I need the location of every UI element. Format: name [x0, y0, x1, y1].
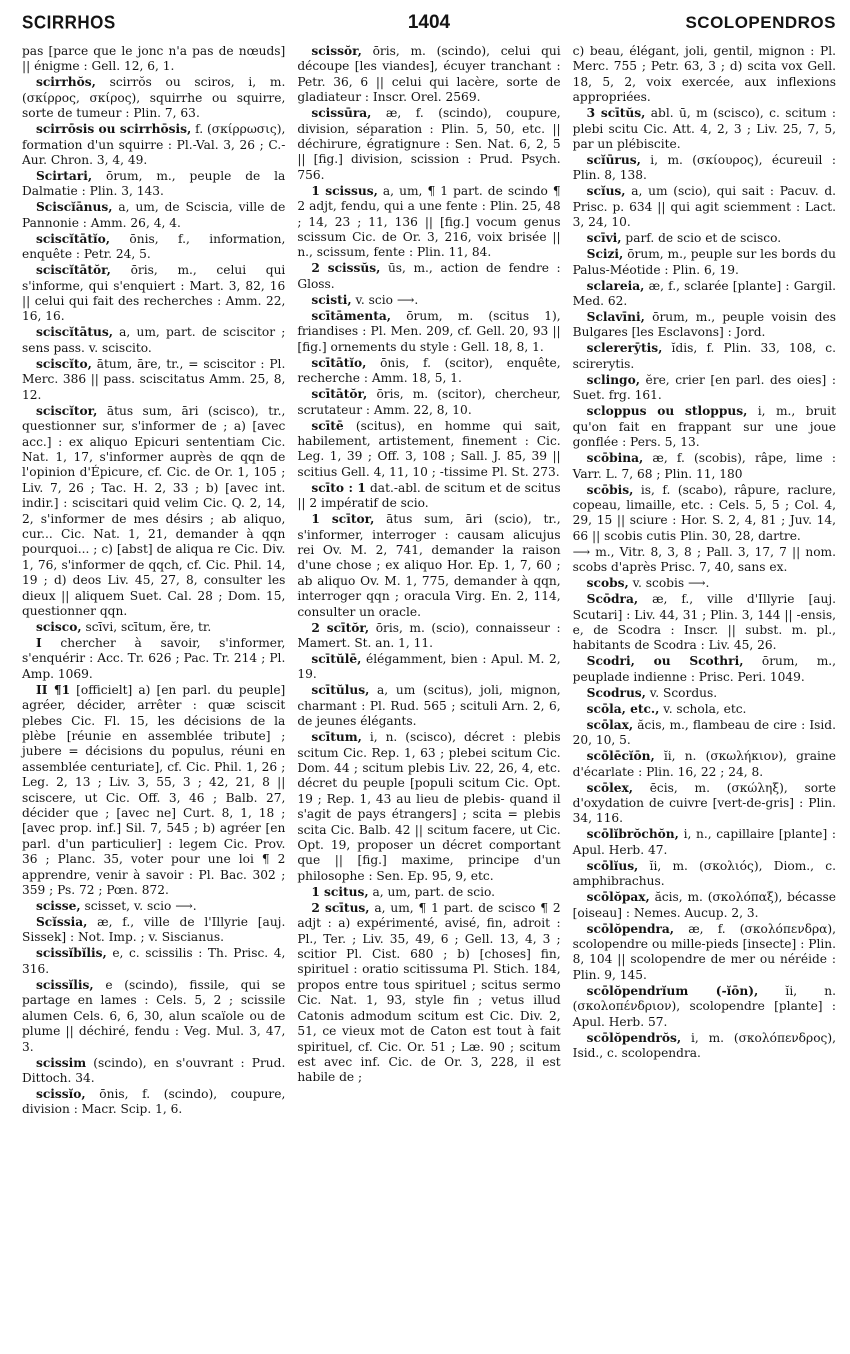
entry-text: ⟶ m., Vitr. 8, 3, 8 ; Pall. 3, 17, 7 || nom. scobs d'après Prisc. 7, 40, sans ex.: [572, 544, 836, 575]
entry-text: a, um (scitus), joli, mignon, charmant : Pl. Rud. 565 ; scituli Arn. 2, 6, de jeunes élégants.: [297, 683, 561, 729]
dictionary-entry: [573, 781, 836, 827]
dictionary-entry: [573, 247, 836, 278]
entry-text: ĕre, crier [en parl. des oies] : Suet. frg. 161.: [572, 372, 836, 403]
entry-headword: scōlŏpendra,: [586, 921, 675, 936]
entry-headword: scōbina,: [586, 451, 644, 466]
entry-text: élégamment, bien : Apul. M. 2, 19.: [297, 651, 561, 682]
page-number: 1404: [407, 12, 451, 33]
dictionary-entry: [22, 200, 285, 231]
dictionary-entry: [573, 279, 836, 310]
entry-text: ĭi, m. (σκολιός), Diom., c. amphibrachus.: [572, 858, 836, 889]
entry-headword: 2 scissŭs,: [311, 261, 381, 276]
dictionary-entry: [573, 859, 836, 890]
dictionary-entry: [297, 387, 560, 418]
entry-text: ĭi, n. (σκωλήκιον), graine d'écarlate : Plin. 16, 22 ; 24, 8.: [572, 749, 836, 779]
entry-text: ōnis, f., information, enquête : Petr. 24, 5.: [22, 231, 286, 262]
entry-headword: Sclavīni,: [586, 310, 645, 325]
entry-headword: scōlŏpax,: [586, 890, 650, 905]
dictionary-entry: [297, 44, 560, 106]
dictionary-entry: [573, 1031, 836, 1062]
dictionary-entry: [573, 545, 836, 576]
dictionary-entry: [573, 184, 836, 230]
entry-headword: scōlex,: [586, 780, 633, 795]
entry-text: ēcis, m. (σκώληξ), sorte d'oxydation de cuivre [vert-de-gris] : Plin. 34, 116.: [572, 780, 836, 826]
entry-headword: sclingo,: [586, 372, 640, 387]
entry-headword: scissĭo,: [36, 1086, 86, 1101]
entry-headword: Scĭssia,: [36, 915, 88, 930]
entry-text: ātus sum, āri (scisco), tr., questionner sur, s'informer de ; a) [avec acc.] : ex aliquo Epicuri sententiam Cic. Nat. 1, 17, s'informer auprès de qqn de l'opinion d'Épicure, cf. Cic. de Or. 1, 105 ; Liv. 7, 26 ; Tac. H. 2, 33 ; b) [avec int. indir.] : sciscitari quid velim Cic. Q. 2, 14, 2, s'informer de mes désirs ; ab aliquo, cur... Cic. Nat. 1, 21, demander à qqn pourquoi... ; c) [abst] de aliqua re Cic. Div. 1, 76, s'informer de qqch, cf. Cic. Phil. 14, 19 ; d) deos Liv. 45, 27, 8, consulter les dieux || aliquem Suet. Cal. 28 ; Dom. 15, questionner qqn.: [22, 403, 286, 618]
dictionary-entry: [573, 654, 836, 685]
dictionary-entry: [22, 683, 285, 899]
entry-headword: scissŏr,: [311, 44, 362, 58]
dictionary-entry: [573, 576, 836, 591]
entry-headword: sciscĭtātŏr,: [36, 263, 111, 278]
entry-headword: Scodri, ou Scothri,: [586, 654, 744, 669]
entry-text: i, m., bruit qu'on fait en frappant sur une joue gonflée : Pers. 5, 13.: [572, 404, 836, 450]
dictionary-entry: [22, 636, 285, 682]
entry-headword: scĭus,: [586, 184, 626, 199]
dictionary-entry: [22, 1087, 285, 1118]
entry-text: [officielt] a) [en parl. du peuple] agréer, décider, arrêter : quæ sciscit plebes Cic. Fl. 15, les décisions de la plèbe [réunie en assemblée tribute] ; jubere = décisions du populus, réuni en assemblée centuriate], cf. Cic. Phil. 1, 26 ; Leg. 2, 13 ; Liv. 3, 55, 3 ; 42, 21, 8 || sciscere, ut Cic. Off. 3, 46 ; Balb. 27, décider que ; [avec ne] Curt. 8, 1, 18 ; [avec prop. inf.] Sil. 7, 545 ; b) agréer [en parl. d'un particulier] : legem Cic. Prov. 36 ; Planc. 35, voter pour une loi ¶ 2 apprendre, venir à savoir : Pl. Bac. 302 ; 359 ; Ps. 72 ; Pœn. 872.: [22, 682, 286, 898]
dictionary-entry: [297, 683, 560, 729]
entry-text: a, um (scio), qui sait : Pacuv. d. Prisc. p. 634 || qui agit sciemment : Lact. 3, 24, 10.: [572, 184, 836, 230]
dictionary-entry: [573, 231, 836, 246]
entry-headword: scissĭlis,: [36, 977, 94, 992]
dictionary-entry: [297, 106, 560, 183]
entry-text: scisset, v. scio ⟶.: [84, 899, 197, 914]
entry-text: a, um, part. de scio.: [372, 884, 496, 899]
entry-text: v. Scordus.: [649, 685, 718, 700]
entry-text: ĭdis, f. Plin. 33, 108, c. scirerytis.: [572, 341, 836, 371]
dictionary-entry: [22, 75, 285, 121]
dictionary-entry: [573, 890, 836, 921]
entry-text: æ, f., ville de l'Illyrie [auj. Sissek] : Not. Imp. ; v. Siscianus.: [22, 915, 286, 945]
entry-headword: scōlŏpendrĭum (-ĭōn),: [586, 983, 759, 998]
entry-headword: sciscĭtātĭo,: [36, 231, 110, 246]
entry-text: a, um, ¶ 1 part. de scisco ¶ 2 adjt : a) expérimenté, avisé, fin, adroit : Pl., Ter. ; Liv. 35, 49, 6 ; Gell. 13, 4, 3 ; scitior Pl. Cist. 680 ; b) [choses] fin, spirituel : oratio scitissuma Pl. Stich. 184, propos entre tous spirituel ; scitus sermo Cic. Nat. 1, 93, style fin ; vetus illud Catonis admodum scitum est Cic. Div. 2, 51, ce vieux mot de Caton est tout à fait spirituel, cf. Cic. Or. 51 ; Læ. 90 ; scitum est avec inf. Cic. de Or. 3, 228, il est habile de ;: [297, 900, 561, 1085]
entry-text: (scitus), en homme qui sait, habilement, artistement, finement : Cic. Leg. 1, 39 ; Off. 3, 108 ; Sall. J. 85, 39 || scitius Gell. 4, 11, 10 ; -tissime Pl. St. 273.: [297, 418, 561, 479]
dictionary-entry: [573, 483, 836, 545]
dictionary-entry: [573, 922, 836, 984]
entry-text: (scindo), en s'ouvrant : Prud. Dittoch. 34.: [22, 1055, 286, 1085]
entry-headword: II ¶1: [36, 682, 71, 697]
entry-text: a, um, ¶ 1 part. de scindo ¶ 2 adjt, fendu, qui a une fente : Plin. 25, 48 ; 14, 23 ; 11, 136 || [fig.] vocum genus scissum Cic. de Or. 3, 216, voix brisée || n., scissum, fente : Plin. 11, 84.: [297, 183, 561, 260]
dictionary-entry: [22, 620, 285, 635]
entry-headword: Scizi,: [586, 247, 624, 262]
entry-text: scirrŏs ou sciros, i, m. (σκίρρος, σκίρος), squirrhe ou squirre, sorte de tumeur : Plin. 7, 63.: [22, 75, 286, 121]
entry-headword: scītē: [311, 418, 344, 433]
entry-headword: scītum,: [311, 730, 362, 745]
entry-headword: sciscĭto,: [36, 356, 92, 371]
entry-text: ōris, m. (scindo), celui qui découpe [les viandes], écuyer tranchant : Petr. 36, 6 || celui qui lacère, sorte de gladiateur : Inscr. Orel. 2569.: [297, 44, 561, 105]
entry-text: ātus sum, āri (scio), tr., s'informer, interroger : causam alicujus rei Ov. M. 2, 741, demander la raison d'une chose ; ex aliquo Hor. Ep. 1, 7, 60 ; ab aliquo Ov. M. 1, 775, demander à qqn, interroger qqn ; oracula Virg. En. 2, 114, consulter un oracle.: [297, 512, 561, 619]
dictionary-entry: [297, 309, 560, 355]
entry-headword: Scōdra,: [586, 592, 639, 607]
dictionary-entry: [22, 915, 285, 946]
entry-text: v. scobis ⟶.: [632, 576, 710, 591]
entry-headword: scōlŏpendrŏs,: [586, 1030, 682, 1045]
dictionary-entry: [573, 106, 836, 152]
entry-headword: sciscĭtor,: [36, 403, 98, 418]
dictionary-entry: [573, 592, 836, 654]
entry-text: i, m. (σκίουρος), écureuil : Plin. 8, 138.: [572, 153, 836, 183]
dictionary-entry: [573, 827, 836, 858]
dictionary-entry: [22, 122, 285, 168]
dictionary-entry: [297, 356, 560, 387]
entry-headword: scōlax,: [586, 717, 634, 732]
entry-text: æ, f., sclarée [plante] : Gargil. Med. 62.: [572, 278, 836, 309]
dictionary-entry: [22, 263, 285, 325]
entry-headword: scissūra,: [311, 106, 372, 121]
entry-text: ōrum, m., peuplade indienne : Prisc. Peri. 1049.: [572, 654, 836, 684]
dictionary-entry: [573, 749, 836, 780]
entry-text: ūs, m., action de fendre : Gloss.: [297, 261, 561, 291]
entry-text: ōnis, f. (scitor), enquête, recherche : Amm. 18, 5, 1.: [297, 355, 561, 386]
entry-headword: scītātĭo,: [311, 355, 367, 370]
running-head-left: SCIRRHOS: [22, 12, 116, 33]
entry-text: parf. de scio et de scisco.: [625, 231, 782, 246]
entry-text: ăcis, m. (σκολόπαξ), bécasse [oiseau] : Nemes. Aucup. 2, 3.: [572, 890, 836, 920]
dictionary-entry: [573, 984, 836, 1030]
dictionary-entry: [573, 44, 836, 106]
dictionary-entry: [22, 404, 285, 620]
dictionary-entry: [297, 481, 560, 512]
dictionary-entry: [22, 44, 285, 75]
entry-text: e (scindo), fissile, qui se partage en lames : Cels. 5, 2 ; scissile alumen Cels. 6, 6, 30, alun scaïole ou de plume || déchiré, fendu : Veg. Mul. 3, 47, 3.: [22, 977, 286, 1054]
entry-text: ōrum, m. (scitus 1), friandises : Pl. Men. 209, cf. Gell. 20, 93 || [fig.] ornements du style : Gell. 18, 8, 1.: [297, 308, 561, 354]
dictionary-entry: [297, 885, 560, 900]
entry-text: æ, f., ville d'Illyrie [auj. Scutari] : Liv. 44, 31 ; Plin. 3, 144 || -ensis, e, de Scodra : Inscr. || subst. m. pl., habitants de Scodra : Liv. 45, 26.: [572, 592, 836, 653]
entry-headword: scirrhŏs,: [36, 75, 96, 90]
dictionary-entry: [573, 341, 836, 372]
entry-text: æ, f. (scindo), coupure, division, séparation : Plin. 5, 50, etc. || déchirure, égratignure : Sen. Nat. 6, 2, 5 || [fig.] division, scission : Prud. Psych. 756.: [297, 106, 561, 182]
dictionary-entry: [22, 1056, 285, 1087]
entry-headword: sclererȳtis,: [586, 341, 663, 356]
entry-headword: scisti,: [311, 292, 352, 307]
dictionary-entry: [22, 169, 285, 200]
entry-headword: 1 scitus,: [311, 884, 369, 899]
dictionary-entry: [573, 702, 836, 717]
entry-text: pas [parce que le jonc n'a pas de nœuds] || énigme : Gell. 12, 6, 1.: [22, 44, 286, 74]
column-3: [573, 44, 836, 1118]
entry-text: i, n., capillaire [plante] : Apul. Herb. 47.: [572, 827, 836, 857]
entry-headword: scīto : 1: [311, 480, 366, 495]
dictionary-entry: [573, 686, 836, 701]
dictionary-entry: [297, 652, 560, 683]
entry-text: ōrum, m., peuple voisin des Bulgares [les Esclavons] : Jord.: [572, 310, 836, 340]
entry-headword: 1 scissus,: [311, 183, 378, 198]
running-head-right: SCOLOPENDROS: [685, 13, 836, 32]
dictionary-entry: [573, 373, 836, 404]
entry-text: ōnis, f. (scindo), coupure, division : Macr. Scip. 1, 6.: [22, 1086, 286, 1117]
entry-headword: scirrōsis ou scirrhōsis,: [36, 122, 192, 137]
entry-text: e, c. scissilis : Th. Prisc. 4, 316.: [22, 946, 286, 976]
entry-headword: sciscĭtātus,: [36, 325, 113, 340]
entry-headword: scōlĭbrŏchŏn,: [586, 827, 679, 842]
dictionary-entry: [573, 451, 836, 482]
entry-headword: scītāmenta,: [311, 308, 392, 323]
entry-headword: scītātŏr,: [311, 387, 368, 402]
dictionary-entry: [22, 899, 285, 914]
dictionary-entry: [573, 718, 836, 749]
entry-text: dat.-abl. de scitum et de scitus || 2 impératif de scio.: [297, 480, 561, 511]
entry-text: v. schola, etc.: [663, 701, 747, 716]
entry-headword: 1 scītor,: [311, 512, 375, 527]
entry-text: ōris, m., celui qui s'informe, qui s'enquiert : Mart. 3, 82, 16 || celui qui fait des recherches : Amm. 22, 16, 16.: [22, 263, 286, 324]
column-1: [22, 44, 285, 1118]
entry-headword: scisco,: [36, 619, 82, 634]
entry-text: abl. ū, m (scisco), c. scitum : plebi scitu Cic. Att. 4, 2, 3 ; Liv. 25, 7, 5, par un plébiscite.: [572, 106, 836, 152]
entry-headword: scĭūrus,: [586, 153, 641, 168]
entry-headword: scissĭbĭlis,: [36, 946, 107, 961]
entry-text: ăcis, m., flambeau de cire : Isid. 20, 10, 5.: [572, 717, 836, 748]
dictionary-entry: [297, 184, 560, 261]
entry-headword: 3 scītŭs,: [586, 106, 646, 121]
entry-text: æ, f. (σκολόπενδρα), scolopendre ou mille-pieds [insecte] : Plin. 8, 104 || scolopendre de mer ou néréide : Plin. 9, 145.: [572, 921, 836, 982]
entry-headword: scisse,: [36, 899, 81, 914]
entry-headword: scītŭlus,: [311, 683, 370, 698]
entry-text: ōris, m. (scitor), chercheur, scrutateur : Amm. 22, 8, 10.: [297, 387, 561, 417]
entry-headword: 2 scītus,: [311, 900, 370, 915]
column-2: [297, 44, 560, 1118]
dictionary-entry: [22, 357, 285, 403]
entry-text: ōris, m. (scio), connaisseur : Mamert. St. an. 1, 11.: [297, 620, 561, 650]
dictionary-entry: [297, 419, 560, 481]
dictionary-entry: [297, 621, 560, 652]
entry-headword: 2 scītŏr,: [311, 620, 370, 635]
entry-text: a, um, part. de sciscitor ; sens pass. v. sciscito.: [22, 325, 286, 355]
dictionary-entry: [22, 325, 285, 356]
dictionary-entry: [297, 512, 560, 620]
dictionary-entry: [573, 404, 836, 450]
entry-headword: Scodrus,: [586, 685, 646, 700]
dictionary-entry: [22, 946, 285, 977]
entry-headword: Sciscĭānus,: [36, 200, 113, 215]
entry-text: ōrum, m., peuple sur les bords du Palus-Méotide : Plin. 6, 19.: [572, 247, 836, 277]
dictionary-entry: [573, 310, 836, 341]
entry-text: f. (σκίρρωσις), formation d'un squirre : Pl.-Val. 3, 26 ; C.-Aur. Chron. 3, 4, 49.: [22, 122, 286, 168]
entry-headword: sclareia,: [586, 278, 645, 293]
dictionary-entry: [22, 978, 285, 1055]
dictionary-entry: [297, 901, 560, 1086]
entry-text: ōrum, m., peuple de la Dalmatie : Plin. 3, 143.: [22, 169, 286, 199]
entry-headword: I: [36, 635, 42, 650]
entry-text: i, m. (σκολόπενδρος), Isid., c. scolopendra.: [572, 1030, 836, 1061]
dictionary-entry: [297, 261, 560, 292]
entry-text: ĭi, n. (σκολοπένδριον), scolopendre [plante] : Apul. Herb. 57.: [572, 983, 836, 1029]
entry-text: æ, f. (scobis), râpe, lime : Varr. L. 7, 68 ; Plin. 11, 180: [572, 451, 836, 481]
entry-text: scīvi, scītum, ĕre, tr.: [85, 619, 212, 634]
entry-headword: scissim: [36, 1055, 87, 1070]
entry-headword: scōlĭus,: [586, 858, 639, 873]
dictionary-entry: [297, 293, 560, 308]
entry-headword: scōlēcĭōn,: [586, 749, 655, 764]
entry-headword: scīvi,: [586, 231, 622, 246]
entry-headword: scobs,: [586, 576, 629, 591]
entry-text: ātum, āre, tr., = sciscitor : Pl. Merc. 386 || pass. sciscitatus Amm. 25, 8, 12.: [22, 356, 286, 402]
entry-headword: scloppus ou stloppus,: [586, 404, 748, 419]
entry-headword: scōbis,: [586, 482, 634, 497]
entry-text: v. scio ⟶.: [355, 292, 419, 307]
entry-headword: Scirtari,: [36, 169, 93, 184]
entry-text: c) beau, élégant, joli, gentil, mignon : Pl. Merc. 755 ; Petr. 63, 3 ; d) scita vox Gell. 18, 5, 2, voix exercée, aux inflexions appropriées.: [572, 44, 836, 105]
entry-text: is, f. (scabo), râpure, raclure, copeau, limaille, etc. : Cels. 5, 5 ; Col. 4, 29, 15 || sciure : Hor. S. 2, 4, 81 ; Juv. 14, 66 || scobis cutis Plin. 30, 28, dartre.: [572, 482, 836, 543]
text-columns: [22, 44, 836, 1118]
entry-text: i, n. (scisco), décret : plebis scitum Cic. Rep. 1, 63 ; plebei scitum Cic. Dom. 44 ; scitum plebis Liv. 22, 26, 4, etc. décret du peuple [populi scitum Cic. Opt. 19 ; Rep. 1, 43 au lieu de plebis- quand il s'agit de pays étrangers] ; scita = plebis scita Cic. Balb. 42 || scitum facere, ut Cic. Opt. 19, proposer un décret comportant que || [fig.] maxime, principe d'un philosophe : Sen. Ep. 95, 9, etc.: [297, 730, 561, 883]
entry-text: chercher à savoir, s'informer, s'enquérir : Acc. Tr. 626 ; Pac. Tr. 214 ; Pl. Amp. 1069.: [22, 635, 286, 681]
entry-headword: scītŭlē,: [311, 651, 362, 666]
dictionary-entry: [573, 153, 836, 184]
dictionary-entry: [22, 232, 285, 263]
page-header: [22, 12, 836, 42]
entry-text: a, um, de Sciscia, ville de Pannonie : Amm. 26, 4, 4.: [22, 200, 286, 230]
dictionary-entry: [297, 730, 560, 884]
entry-headword: scōla, etc.,: [586, 701, 660, 716]
